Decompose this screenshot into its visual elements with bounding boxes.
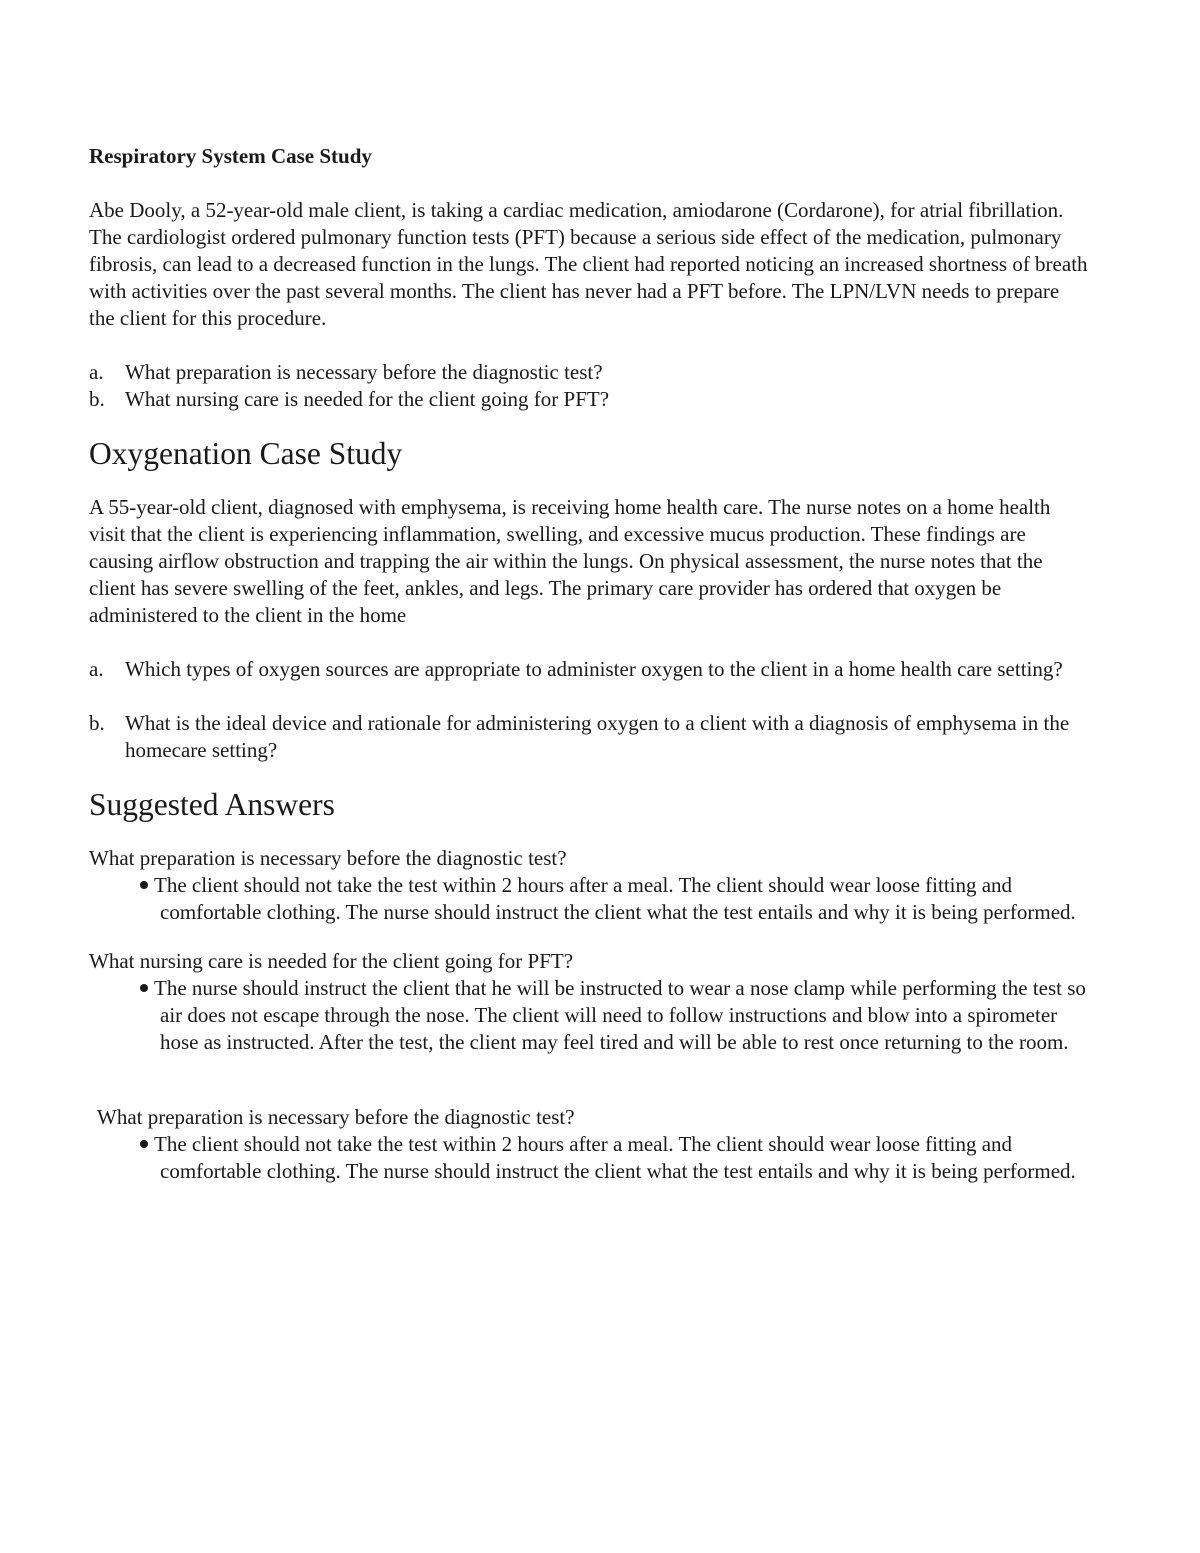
section1-questions [89,359,1089,413]
bullet-icon [140,881,148,889]
question-item [89,359,1089,386]
answer-text: The client should not take the test within 2 hours after a meal. The client should wear loose fitting and comfortable clothing. The nurse should instruct the client what the test entails and why it is being performed. [154,1132,1076,1183]
answers-title: Suggested Answers [89,787,335,822]
answer-list [89,975,1089,1056]
answer-text: The nurse should instruct the client that he will be instructed to wear a nose clamp while performing the test so air does not escape through the nose. The client will need to follow instructions and blow into a spirometer hose as instructed. After the test, the client may feel tired and will be able to rest once returning to the room. [154,976,1086,1054]
answer-item [89,872,1089,926]
question-item [89,710,1089,764]
section2-questions [89,656,1089,764]
question-text: What preparation is necessary before the diagnostic test? [125,360,603,384]
document-page [89,143,1089,1185]
question-marker: a. [89,360,104,384]
answer-item [89,975,1089,1056]
question-item [89,386,1089,413]
section2-title: Oxygenation Case Study [89,436,403,471]
question-marker: b. [89,387,105,411]
question-text: What is the ideal device and rationale for administering oxygen to a client with a diagnosis of emphysema in the homecare setting? [125,711,1070,762]
answer-item [89,1131,1089,1185]
question-item [89,656,1089,683]
answer-question: What preparation is necessary before the diagnostic test? [97,1105,575,1129]
section2-scenario: A 55-year-old client, diagnosed with emphysema, is receiving home health care. The nurse notes on a home health visit that the client is experiencing inflammation, swelling, and excessive mucus production. These findings are causing airflow obstruction and trapping the air within the lungs. On physical assessment, the nurse notes that the client has severe swelling of the feet, ankles, and legs. The primary care provider has ordered that oxygen be administered to the client in the home [89,495,1051,627]
section1-title: Respiratory System Case Study [89,144,372,168]
question-marker: a. [89,657,104,681]
bullet-icon [140,1140,148,1148]
answer-list [89,1131,1089,1185]
answer-text: The client should not take the test within 2 hours after a meal. The client should wear loose fitting and comfortable clothing. The nurse should instruct the client what the test entails and why it is being performed. [154,873,1076,924]
question-text: What nursing care is needed for the client going for PFT? [125,387,610,411]
answer-list [89,872,1089,926]
question-text: Which types of oxygen sources are appropriate to administer oxygen to the client in a home health care setting? [125,657,1063,681]
answer-question: What nursing care is needed for the client going for PFT? [89,949,574,973]
section1-scenario: Abe Dooly, a 52-year-old male client, is taking a cardiac medication, amiodarone (Cordarone), for atrial fibrillation. The cardiologist ordered pulmonary function tests (PFT) because a serious side effect of the medication, pulmonary fibrosis, can lead to a decreased function in the lungs. The client had reported noticing an increased shortness of breath with activities over the past several months. The client has never had a PFT before. The LPN/LVN needs to prepare the client for this procedure. [89,198,1088,330]
question-marker: b. [89,711,105,735]
bullet-icon [140,984,148,992]
answer-question: What preparation is necessary before the diagnostic test? [89,846,567,870]
